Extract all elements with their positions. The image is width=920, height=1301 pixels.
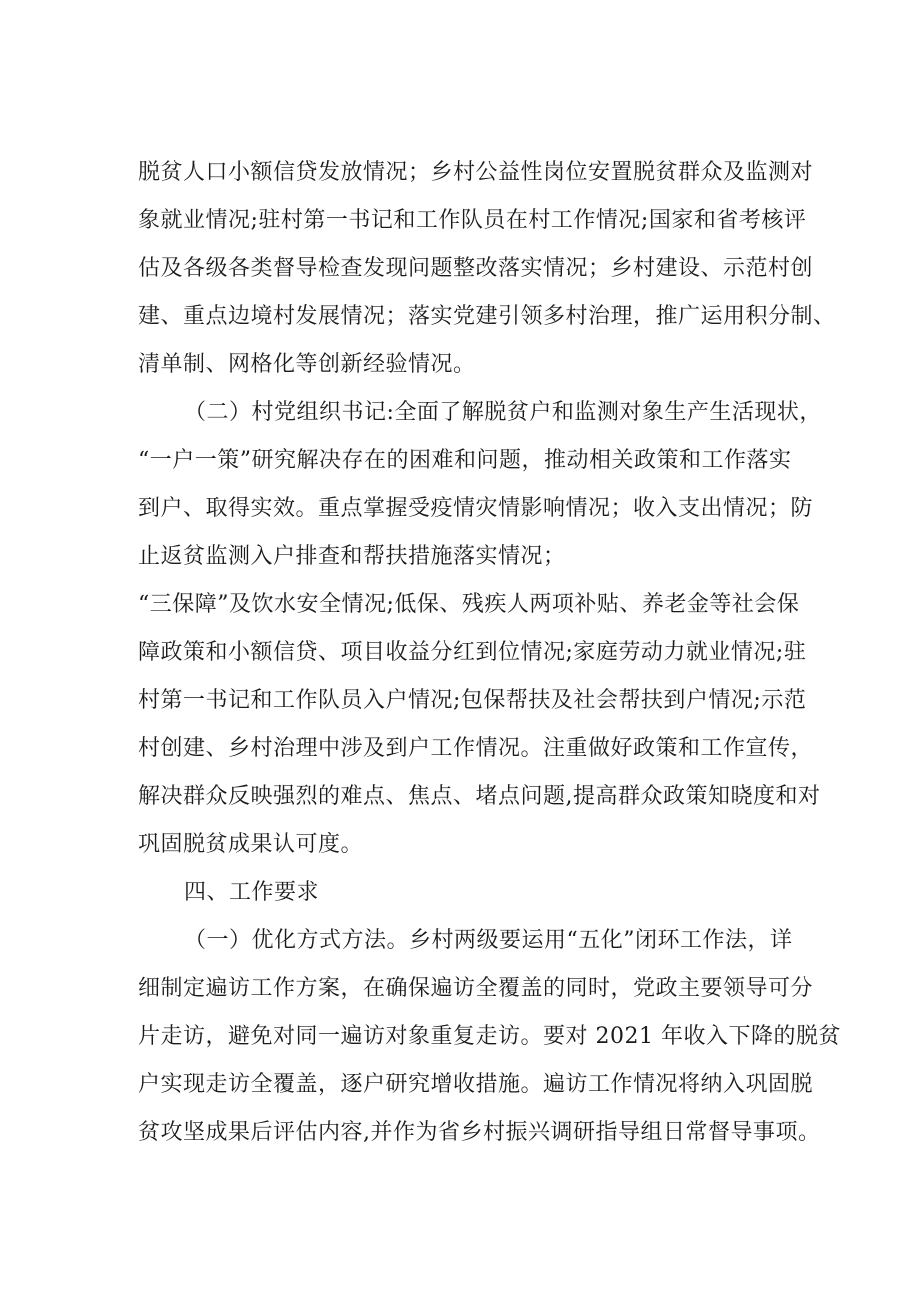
text-line-8: 到户、取得实效。重点掌握受疫情灾情影响情况；收入支出情况；防 bbox=[138, 496, 814, 521]
text-line-20: 户实现走访全覆盖，逐户研究增收措施。遍访工作情况将纳入巩固脱 bbox=[138, 1072, 814, 1097]
text-line-15: 巩固脱贫成果认可度。 bbox=[138, 832, 364, 857]
text-line-9: 止返贫监测入户排查和帮扶措施落实情况； bbox=[138, 544, 566, 569]
text-line-2: 象就业情况;驻村第一书记和工作队员在村工作情况;国家和省考核评 bbox=[138, 208, 807, 233]
text-line-1: 脱贫人口小额信贷发放情况；乡村公益性岗位安置脱贫群众及监测对 bbox=[138, 160, 814, 185]
subsection-heading-optimize-methods: （一）优化方式方法。乡村两级要运用“五化”闭环工作法，详 bbox=[184, 928, 793, 953]
text-line-7: “一户一策”研究解决存在的困难和问题，推动相关政策和工作落实 bbox=[138, 448, 792, 473]
text-line-11: 障政策和小额信贷、项目收益分红到位情况;家庭劳动力就业情况;驻 bbox=[138, 640, 807, 665]
text-line-10: “三保障”及饮水安全情况;低保、残疾人两项补贴、养老金等社会保 bbox=[138, 592, 800, 617]
section-heading-village-secretary: （二）村党组织书记:全面了解脱贫户和监测对象生产生活现状， bbox=[184, 400, 822, 425]
text-line-13: 村创建、乡村治理中涉及到户工作情况。注重做好政策和工作宣传， bbox=[138, 736, 814, 761]
text-line-14: 解决群众反映强烈的难点、焦点、堵点问题,提高群众政策知晓度和对 bbox=[138, 784, 821, 809]
text-line-21: 贫攻坚成果后评估内容,并作为省乡村振兴调研指导组日常督导事项。 bbox=[138, 1120, 821, 1145]
text-line-5: 清单制、网格化等创新经验情况。 bbox=[138, 352, 476, 377]
section-heading-work-requirements: 四、工作要求 bbox=[184, 880, 320, 905]
text-line-12: 村第一书记和工作队员入户情况;包保帮扶及社会帮扶到户情况;示范 bbox=[138, 688, 807, 713]
text-line-19: 片走访，避免对同一遍访对象重复走访。要对 2021 年收入下降的脱贫 bbox=[138, 1024, 841, 1049]
text-line-18: 细制定遍访工作方案，在确保遍访全覆盖的同时，党政主要领导可分 bbox=[138, 976, 814, 1001]
text-line-3: 估及各级各类督导检查发现问题整改落实情况；乡村建设、示范村创 bbox=[138, 256, 814, 281]
text-line-4: 建、重点边境村发展情况；落实党建引领多村治理，推广运用积分制、 bbox=[138, 304, 836, 329]
